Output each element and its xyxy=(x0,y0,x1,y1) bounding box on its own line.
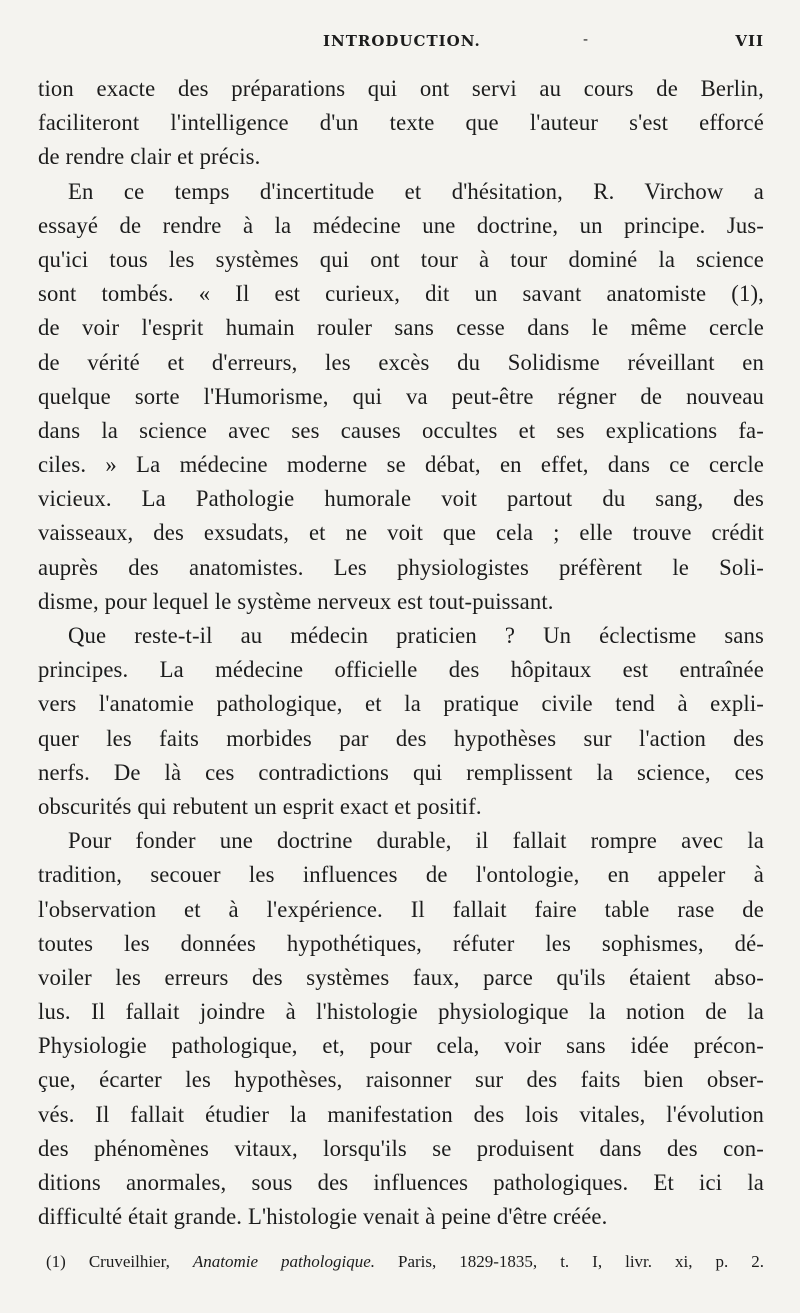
text-line: voiler les erreurs des systèmes faux, parce qu'ils étaient abso- xyxy=(38,964,764,990)
text-line: Pour fonder une doctrine durable, il fallait rompre avec la xyxy=(68,828,764,854)
text-line: tion exacte des préparations qui ont servi au cours de Berlin, xyxy=(38,76,764,101)
text-line: vaisseaux, des exsudats, et ne voit que cela ; elle trouve crédit xyxy=(38,520,764,546)
text-line: dans la science avec ses causes occultes et ses explications fa- xyxy=(38,417,764,443)
text-line: ditions anormales, sous des influences pathologiques. Et ici la xyxy=(38,1170,764,1195)
text-line: auprès des anatomistes. Les physiologistes préfèrent le Soli- xyxy=(38,554,764,580)
footnote xyxy=(46,1250,764,1274)
text-line: qu'ici tous les systèmes qui ont tour à tour dominé la science xyxy=(38,246,764,272)
text-line: essayé de rendre à la médecine une doctrine, un principe. Jus- xyxy=(38,212,764,238)
footnote-author: Cruveilhier, xyxy=(88,1252,170,1271)
text-line: l'observation et à l'expérience. Il fallait faire table rase de xyxy=(38,896,764,922)
text-line: des phénomènes vitaux, lorsqu'ils se produisent dans des con- xyxy=(38,1135,764,1161)
text-line: vés. Il fallait étudier la manifestation des lois vitales, l'évolution xyxy=(38,1101,764,1127)
paragraph xyxy=(38,824,764,1234)
text-line: de voir l'esprit humain rouler sans cesse dans le même cercle xyxy=(38,315,764,341)
text-line: vers l'anatomie pathologique, et la pratique civile tend à expli- xyxy=(38,691,764,717)
text-line: En ce temps d'incertitude et d'hésitation, R. Virchow a xyxy=(68,178,764,204)
text-line: çue, écarter les hypothèses, raisonner sur des faits bien obser- xyxy=(38,1067,764,1093)
paragraph xyxy=(38,619,764,824)
text-line: nerfs. De là ces contradictions qui remplissent la science, ces xyxy=(38,759,764,785)
running-header xyxy=(38,32,764,56)
text-line: quelque sorte l'Humorisme, qui va peut-être régner de nouveau xyxy=(38,383,764,409)
footnote-work-title: Anatomie pathologique. xyxy=(192,1252,375,1271)
page-number: VII xyxy=(735,32,764,50)
text-line: difficulté était grande. L'histologie venait à peine d'être créée. xyxy=(38,1204,608,1230)
text-line: quer les faits morbides par des hypothèses sur l'action des xyxy=(38,725,764,751)
body-text xyxy=(38,72,764,1234)
text-line: tradition, secouer les influences de l'ontologie, en appeler à xyxy=(38,862,764,888)
footnote-details: Paris, 1829-1835, t. I, livr. xi, p. 2. xyxy=(398,1252,765,1271)
footnote-marker: (1) xyxy=(46,1252,66,1271)
text-line: disme, pour lequel le système nerveux est tout-puissant. xyxy=(38,588,554,614)
text-line: principes. La médecine officielle des hôpitaux est entraînée xyxy=(38,657,764,683)
text-line: ciles. » La médecine moderne se débat, en effet, dans ce cercle xyxy=(38,452,764,478)
text-line: Que reste-t-il au médecin praticien ? Un éclectisme sans xyxy=(68,623,764,648)
text-line: faciliteront l'intelligence d'un texte que l'auteur s'est efforcé xyxy=(38,110,764,136)
text-line: Physiologie pathologique, et, pour cela, voir sans idée précon- xyxy=(38,1033,764,1059)
paragraph xyxy=(38,72,764,175)
paragraph xyxy=(38,175,764,619)
text-line: de rendre clair et précis. xyxy=(38,144,261,170)
text-line: obscurités qui rebutent un esprit exact et positif. xyxy=(38,793,482,819)
running-title: INTRODUCTION. xyxy=(323,32,481,50)
text-line: sont tombés. « Il est curieux, dit un savant anatomiste (1), xyxy=(38,281,764,307)
header-mark: - xyxy=(583,30,590,48)
text-line: de vérité et d'erreurs, les excès du Solidisme réveillant en xyxy=(38,349,764,375)
text-line: vicieux. La Pathologie humorale voit partout du sang, des xyxy=(38,486,764,512)
text-line: toutes les données hypothétiques, réfuter les sophismes, dé- xyxy=(38,930,764,956)
text-line: lus. Il fallait joindre à l'histologie physiologique la notion de la xyxy=(38,999,764,1025)
